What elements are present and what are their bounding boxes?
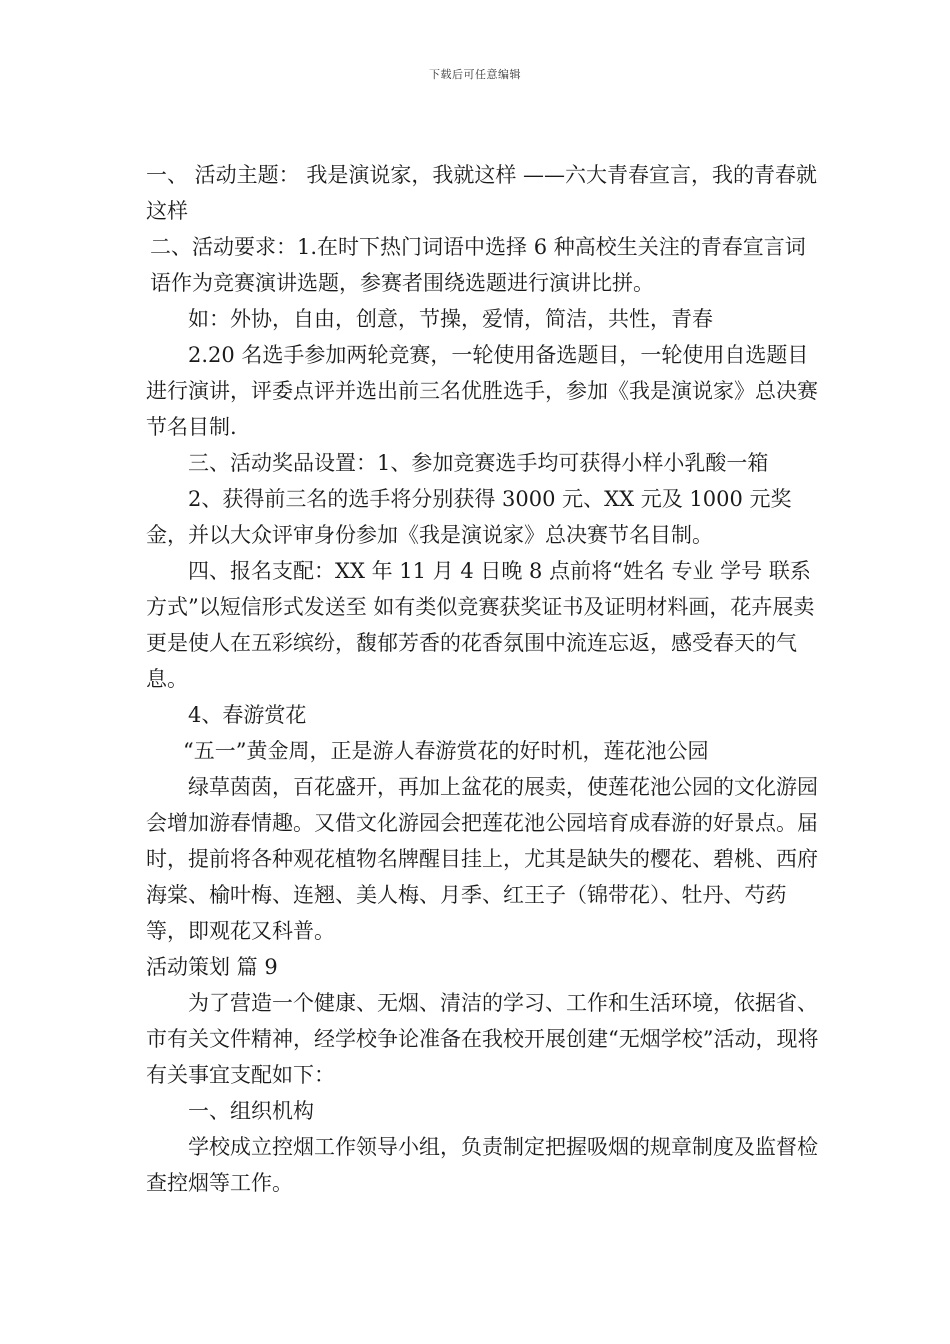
- paragraph-contestants: 2.20 名选手参加两轮竞赛，一轮使用备选题目，一轮使用自选题目进行演讲，评委点评并选出前三名优胜选手，参加《我是演说家》总决赛节名目制.: [146, 343, 818, 439]
- paragraph-spring-outing: 4、春游赏花: [188, 703, 307, 727]
- paragraph-activity-requirements: 二、活动要求：1.在时下热门词语中选择 6 种高校生关注的青春宣言词语作为竞赛演讲选题，参赛者围绕选题进行演讲比拼。: [150, 235, 806, 295]
- paragraph-garden-fair: 绿草茵茵，百花盛开，再加上盆花的展卖，使莲花池公园的文化游园会增加游春情趣。又借文化游园会把莲花池公园培育成春游的好景点。届时，提前将各种观花植物名牌醒目挂上，尤其是缺失的樱花、碧桃、西府海棠、榆叶梅、连翘、美人梅、月季、红王子（锦带花）、牡丹、芍药等，即观花又科普。: [146, 775, 818, 943]
- paragraph-top-three-prizes: 2、获得前三名的选手将分别获得 3000 元、XX 元及 1000 元奖金，并以大众评审身份参加《我是演说家》总决赛节名目制。: [146, 487, 792, 547]
- paragraph-prize-settings: 三、活动奖品设置：1、参加竞赛选手均可获得小样小乳酸一箱: [188, 451, 769, 475]
- paragraph-organization-heading: 一、组织机构: [188, 1099, 314, 1123]
- paragraph-activity-theme: 一、 活动主题： 我是演说家，我就这样 ——六大青春宣言，我的青春就这样: [146, 163, 818, 223]
- paragraph-registration: 四、报名支配：XX 年 11 月 4 日晚 8 点前将“姓名 专业 学号 联系方式”以短信形式发送至 如有类似竞赛获奖证书及证明材料画，花卉展卖更是使人在五彩缤纷，馥郁芳香的花香氛围中流连忘返，感受春天的气息。: [146, 559, 815, 691]
- section-heading-plan-9: 活动策划 篇 9: [146, 955, 278, 979]
- page-header-note: 下载后可任意编辑: [429, 68, 521, 81]
- paragraph-examples: 如：外协，自由，创意，节操，爱情，简洁，共性，青春: [188, 307, 713, 331]
- paragraph-organization-detail: 学校成立控烟工作领导小组，负责制定把握吸烟的规章制度及监督检查控烟等工作。: [146, 1135, 818, 1195]
- document-body: [146, 157, 822, 1201]
- paragraph-no-smoking-intro: 为了营造一个健康、无烟、清洁的学习、工作和生活环境，依据省、市有关文件精神，经学校争论准备在我校开展创建“无烟学校”活动，现将有关事宜支配如下：: [146, 991, 819, 1087]
- paragraph-golden-week: “五一”黄金周，正是游人春游赏花的好时机，莲花池公园: [183, 739, 709, 763]
